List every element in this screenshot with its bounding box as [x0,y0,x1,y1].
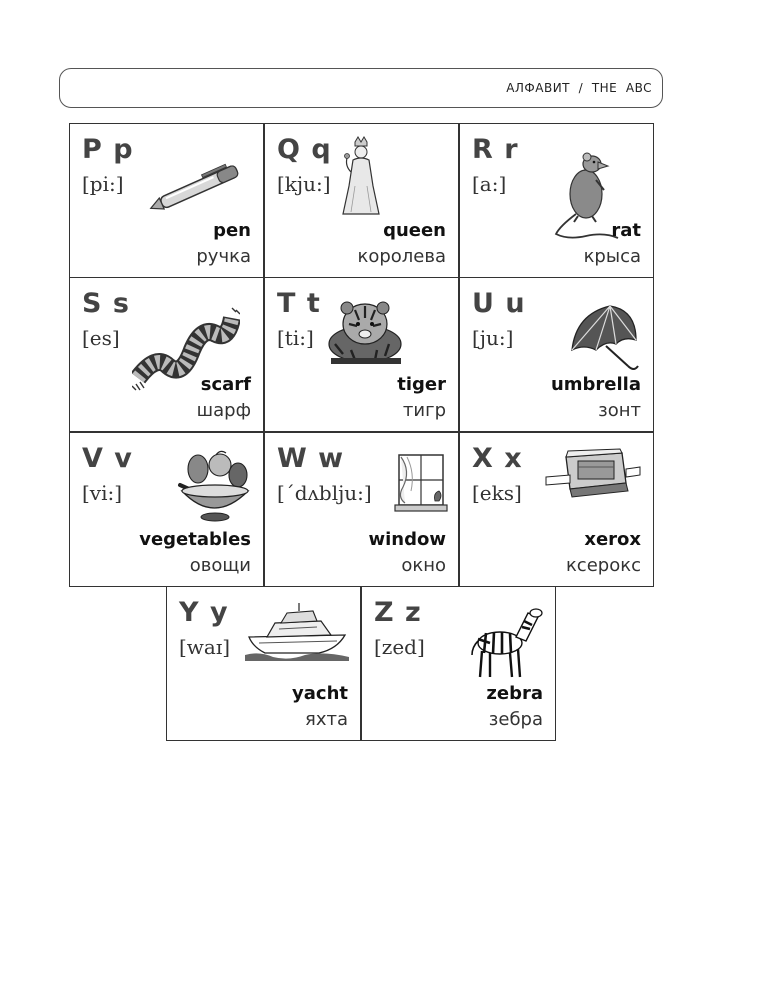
umbrella-icon [566,300,642,374]
letter-card-x [459,432,654,587]
card-translation: ксерокс [565,555,641,576]
card-translation: зебра [488,709,543,730]
card-translation: шарф [196,400,251,421]
card-translation: королева [357,246,446,267]
card-transcription: [vi:] [82,481,123,505]
card-transcription: [a:] [472,172,507,196]
card-transcription: [kju:] [277,172,331,196]
card-word: tiger [397,374,446,395]
card-word: zebra [486,683,543,704]
pen-icon [146,154,256,219]
queen-icon [335,136,385,218]
card-transcription: [ju:] [472,326,514,350]
card-transcription: [zed] [374,635,425,659]
card-transcription: [ˊdʌblju:] [277,481,372,505]
card-word: scarf [200,374,251,395]
vegetables-icon [176,447,254,525]
zebra-icon [466,603,546,681]
card-word: rat [611,220,641,241]
card-letters: S s [82,288,130,319]
card-letters: Z z [374,597,422,628]
letter-card-u [459,277,654,432]
card-word: vegetables [139,529,251,550]
card-word: umbrella [550,374,641,395]
card-letters: V v [82,443,133,474]
card-translation: окно [401,555,446,576]
card-letters: T t [277,288,321,319]
header-banner [59,68,663,108]
xerox-icon [542,447,642,503]
card-word: xerox [584,529,641,550]
letter-card-s [69,277,264,432]
card-letters: X x [472,443,523,474]
letter-card-y [166,586,361,741]
page-title: АЛФАВИТ / THE ABC [506,81,652,95]
letter-card-v [69,432,264,587]
card-transcription: [es] [82,326,120,350]
letter-card-t [264,277,459,432]
card-transcription: [ti:] [277,326,314,350]
card-translation: крыса [583,246,641,267]
card-word: queen [383,220,446,241]
card-letters: P p [82,134,134,165]
card-word: yacht [292,683,348,704]
card-letters: U u [472,288,526,319]
card-word: window [368,529,446,550]
card-transcription: [waɪ] [179,635,231,659]
letter-card-p [69,123,264,278]
card-transcription: [pi:] [82,172,124,196]
yacht-icon [245,603,351,663]
letter-card-z [361,586,556,741]
letter-card-w [264,432,459,587]
card-letters: Y y [179,597,229,628]
card-letters: W w [277,443,345,474]
card-translation: зонт [598,400,641,421]
card-translation: ручка [196,246,251,267]
card-letters: Q q [277,134,332,165]
card-transcription: [eks] [472,481,522,505]
tiger-icon [325,294,403,368]
card-word: pen [213,220,251,241]
window-icon [393,451,449,513]
letter-card-q [264,123,459,278]
letter-card-r [459,123,654,278]
card-letters: R r [472,134,519,165]
card-translation: овощи [189,555,251,576]
card-translation: тигр [402,400,446,421]
card-translation: яхта [305,709,348,730]
